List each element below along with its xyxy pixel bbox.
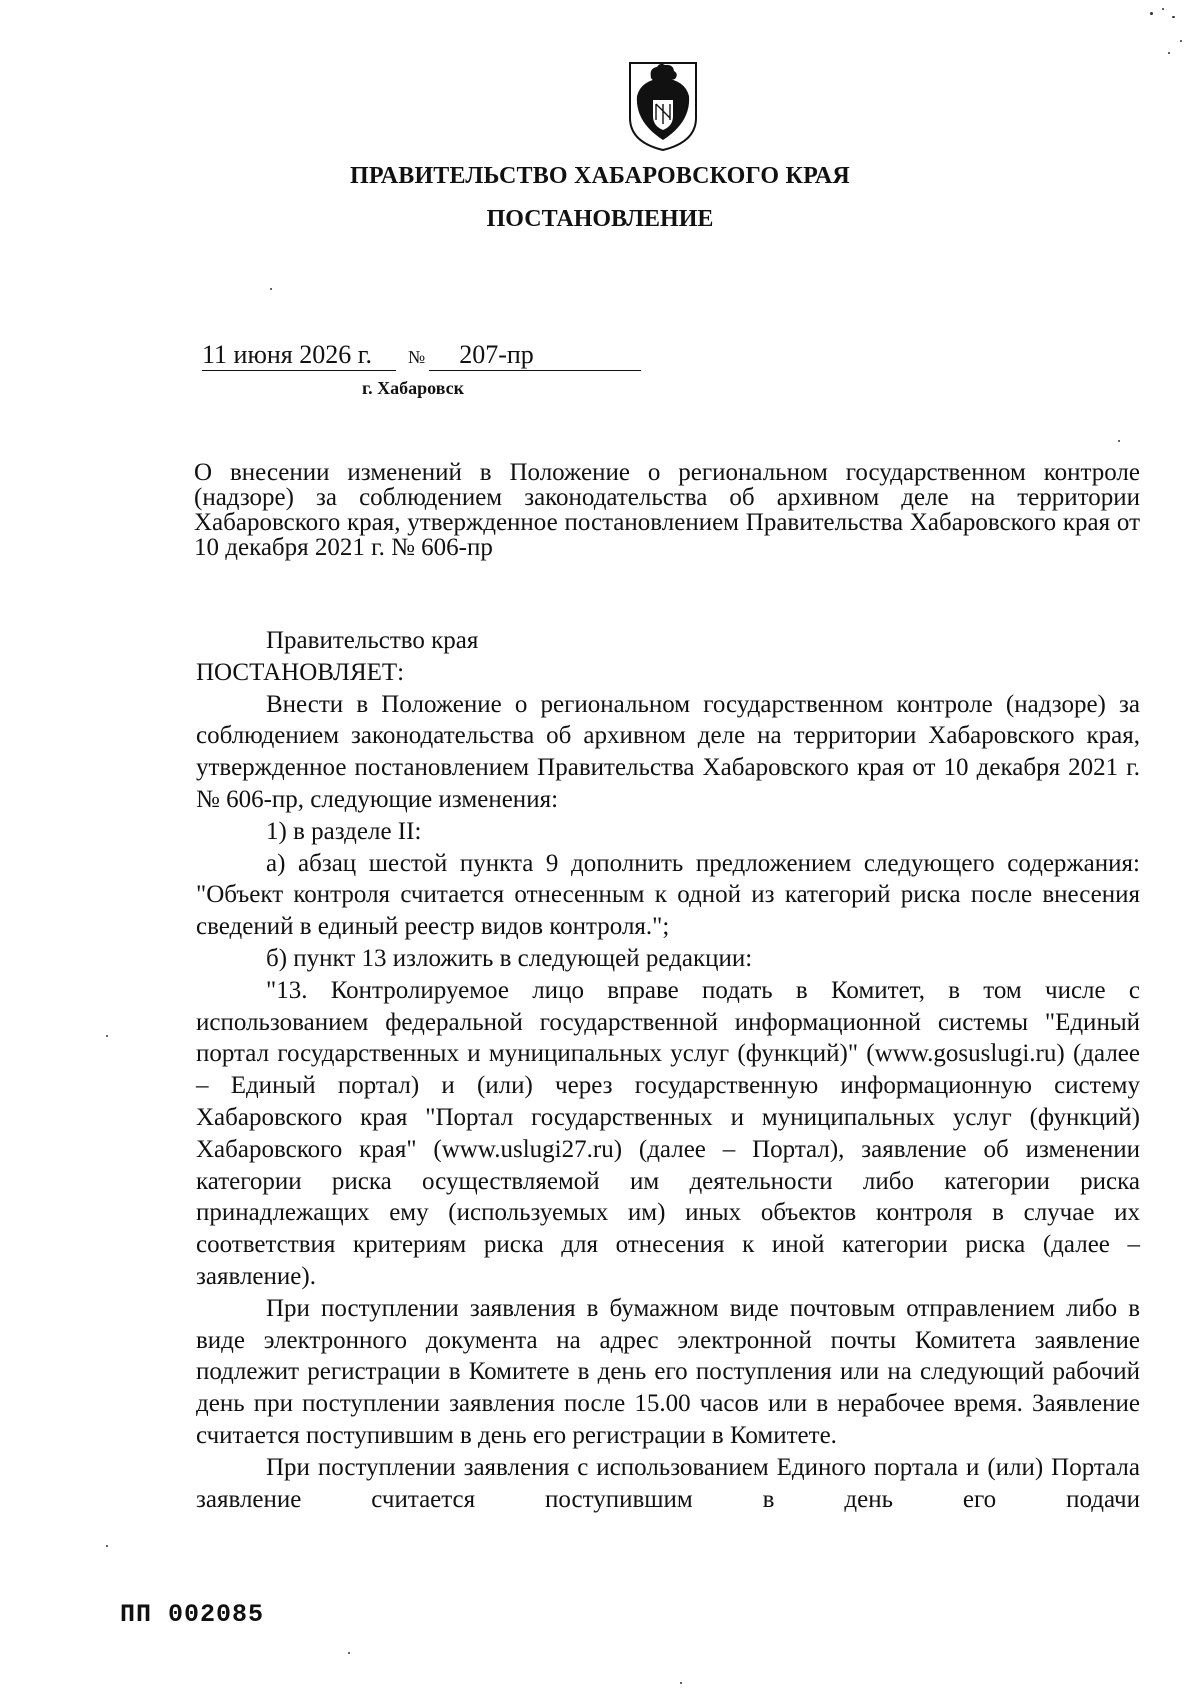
scan-speck bbox=[1150, 12, 1153, 15]
paragraph-7: При поступлении заявления с использованием Единого портала и (или) Портала заявление считается поступившим в день его подачи bbox=[196, 1453, 1140, 1513]
scan-speck bbox=[270, 288, 272, 290]
paragraph-2: 1) в разделе II: bbox=[266, 817, 422, 845]
document-body bbox=[196, 625, 1140, 1515]
date-number-line bbox=[202, 340, 641, 371]
scan-speck bbox=[680, 1682, 682, 1684]
city-label: г. Хабаровск bbox=[362, 378, 465, 398]
coat-of-arms-icon bbox=[627, 60, 699, 152]
document-subject: О внесении изменений в Положение о региональном государственном контроле (надзоре) за соблюдением законодательства об архивном деле на территории Хабаровского края, утвержденное постановлением Правительства Хабаровского края от 10 декабря 2021 г. № 606-пр bbox=[194, 459, 1140, 561]
scan-speck bbox=[1162, 8, 1164, 10]
form-code: ПП 002085 bbox=[120, 1600, 265, 1629]
number-label: № bbox=[408, 347, 426, 367]
decree-word: ПОСТАНОВЛЯЕТ: bbox=[196, 658, 405, 686]
scan-speck bbox=[348, 1652, 350, 1654]
scan-speck bbox=[1180, 40, 1182, 42]
paragraph-1: Внести в Положение о региональном государственном контроле (надзоре) за соблюдением законодательства об архивном деле на территории Хабаровского края, утвержденное постановлением Правительства Хабаровского края от 10 декабря 2021 г. № 606-пр, следующие изменения: bbox=[196, 690, 1140, 813]
scan-speck bbox=[1168, 52, 1170, 54]
paragraph-6: При поступлении заявления в бумажном виде почтовым отправлением либо в виде электронного документа на адрес электронной почты Комитета заявление подлежит регистрации в Комитете в день его поступления или на следующий рабочий день при поступлении заявления после 15.00 часов или в нерабочее время. Заявление считается поступившим в день его регистрации в Комитете. bbox=[196, 1294, 1140, 1449]
scan-speck bbox=[106, 1035, 108, 1037]
paragraph-3: а) абзац шестой пункта 9 дополнить предложением следующего содержания: "Объект контроля считается отнесенным к одной из категорий риска после внесения сведений в единый реестр видов контроля."; bbox=[196, 849, 1140, 941]
government-title: ПРАВИТЕЛЬСТВО ХАБАРОВСКОГО КРАЯ bbox=[350, 163, 850, 189]
scan-speck bbox=[1118, 440, 1120, 442]
scan-speck bbox=[1172, 16, 1175, 18]
government-line: Правительство края bbox=[266, 627, 479, 654]
paragraph-5: "13. Контролируемое лицо вправе подать в Комитет, в том числе с использованием федеральной государственной информационной системы "Единый портал государственных и муниципальных услуг (функций)" (www.gosuslugi.ru) (далее – Единый портал) и (или) через государственную информационную систему Хабаровского края "Портал государственных и муниципальных услуг (функций) Хабаровского края" (www.uslugi27.ru) (далее – Портал), заявление об изменении категории риска осуществляемой им деятельности либо категории риска принадлежащих ему (используемых им) иных объектов контроля в случае их соответствия критериям риска для отнесения к иной категории риска (далее – заявление). bbox=[196, 976, 1140, 1290]
scan-speck bbox=[106, 1545, 108, 1547]
paragraph-4: б) пункт 13 изложить в следующей редакции: bbox=[266, 944, 753, 972]
document-number: 207-пр bbox=[429, 340, 641, 371]
document-date: 11 июня 2026 г. bbox=[202, 340, 396, 371]
document-type: ПОСТАНОВЛЕНИЕ bbox=[486, 206, 714, 232]
